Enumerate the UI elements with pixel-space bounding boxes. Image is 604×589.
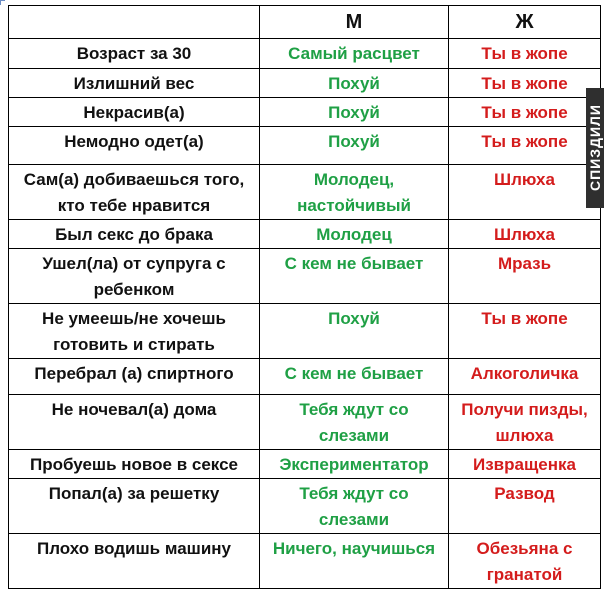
table-row: [9, 304, 601, 359]
header-row: [9, 6, 601, 39]
table-row: [9, 534, 601, 589]
row-label: Излишний вес: [9, 69, 260, 98]
header-male: М: [260, 6, 449, 39]
row-label: Не умеешь/не хочешь готовить и стирать: [9, 304, 260, 359]
row-female: Шлюха: [449, 220, 601, 249]
row-female: Извращенка: [449, 450, 601, 479]
row-label: Пробуешь новое в сексе: [9, 450, 260, 479]
table-row: [9, 39, 601, 69]
row-male: С кем не бывает: [260, 249, 449, 304]
row-male: Тебя ждут со слезами: [260, 395, 449, 450]
comparison-table: [8, 5, 601, 589]
row-female: Мразь: [449, 249, 601, 304]
row-male: Похуй: [260, 98, 449, 127]
row-male: Похуй: [260, 127, 449, 165]
row-female: Алкоголичка: [449, 359, 601, 395]
row-female: Ты в жопе: [449, 98, 601, 127]
row-female: Развод: [449, 479, 601, 534]
table-row: [9, 479, 601, 534]
row-label: Сам(а) добиваешься того, кто тебе нравится: [9, 165, 260, 220]
row-female: Обезьяна с гранатой: [449, 534, 601, 589]
row-male: Похуй: [260, 304, 449, 359]
row-male: Молодец, настойчивый: [260, 165, 449, 220]
corner-mark: [0, 0, 5, 5]
row-label: Попал(а) за решетку: [9, 479, 260, 534]
table-row: [9, 450, 601, 479]
row-label: Не ночевал(а) дома: [9, 395, 260, 450]
table-row: [9, 220, 601, 249]
row-label: Некрасив(а): [9, 98, 260, 127]
row-male: Похуй: [260, 69, 449, 98]
row-label: Плохо водишь машину: [9, 534, 260, 589]
row-female: Ты в жопе: [449, 39, 601, 69]
row-female: Ты в жопе: [449, 304, 601, 359]
row-female: Шлюха: [449, 165, 601, 220]
row-label: Немодно одет(а): [9, 127, 260, 165]
table-row: [9, 249, 601, 304]
table-row: [9, 359, 601, 395]
row-female: Ты в жопе: [449, 69, 601, 98]
row-label: Перебрал (а) спиртного: [9, 359, 260, 395]
row-female: Ты в жопе: [449, 127, 601, 165]
table-row: [9, 98, 601, 127]
watermark-tag: СПИЗДИЛИ: [586, 88, 604, 208]
row-male: Молодец: [260, 220, 449, 249]
table-row: [9, 127, 601, 165]
row-male: Экспериментатор: [260, 450, 449, 479]
row-label: Ушел(ла) от супруга с ребенком: [9, 249, 260, 304]
table-row: [9, 395, 601, 450]
table-row: [9, 165, 601, 220]
row-label: Возраст за 30: [9, 39, 260, 69]
row-male: Ничего, научишься: [260, 534, 449, 589]
row-male: С кем не бывает: [260, 359, 449, 395]
row-female: Получи пизды, шлюха: [449, 395, 601, 450]
header-female: Ж: [449, 6, 601, 39]
header-label-cell: [9, 6, 260, 39]
table-row: [9, 69, 601, 98]
row-male: Тебя ждут со слезами: [260, 479, 449, 534]
row-label: Был секс до брака: [9, 220, 260, 249]
row-male: Самый расцвет: [260, 39, 449, 69]
